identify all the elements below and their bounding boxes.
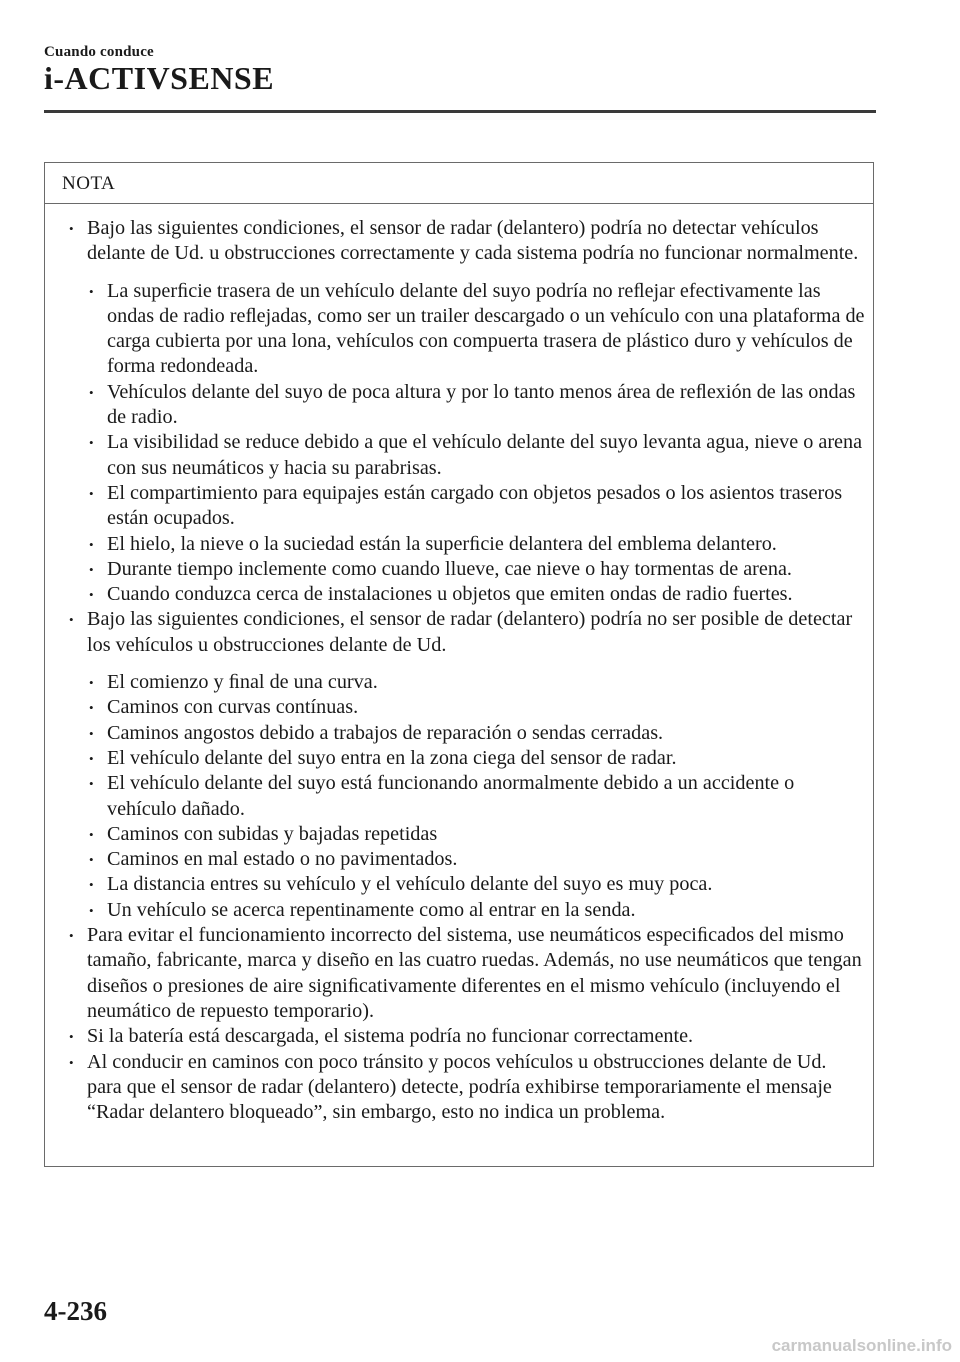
note-sublist [65, 279, 865, 608]
title-divider [44, 110, 876, 113]
note-subitem: • El compartimiento para equipajes están cargado con objetos pesados o los asientos traseros están ocupados. [65, 481, 865, 532]
note-bullet: • Para evitar el funcionamiento incorrecto del sistema, use neumáticos especiﬁcados del mismo tamaño, fabricante, marca y diseño en las cuatro ruedas. Además, no use neumáticos que tengan diseños o presiones de aire signiﬁcativamente diferentes en el mismo vehículo (incluyendo el neumático de repuesto temporario). [65, 923, 865, 1024]
note-subitem: • Caminos con curvas contínuas. [65, 695, 865, 720]
note-subitem: • Vehículos delante del suyo de poca altura y por lo tanto menos área de reﬂexión de las ondas de radio. [65, 380, 865, 431]
note-subitem: • Caminos con subidas y bajadas repetidas [65, 822, 865, 847]
note-subitem: • El vehículo delante del suyo entra en la zona ciega del sensor de radar. [65, 746, 865, 771]
note-box [44, 162, 874, 1167]
note-subitem: • El vehículo delante del suyo está funcionando anormalmente debido a un accidente o vehículo dañado. [65, 771, 865, 822]
section-label: Cuando conduce [44, 44, 154, 60]
note-bullet: • Bajo las siguientes condiciones, el sensor de radar (delantero) podría no ser posible de detectar los vehículos u obstrucciones delante de Ud. [65, 607, 865, 658]
note-subitem: • Caminos angostos debido a trabajos de reparación o sendas cerradas. [65, 721, 865, 746]
note-subitem: • Durante tiempo inclemente como cuando llueve, cae nieve o hay tormentas de arena. [65, 557, 865, 582]
page-number: 4-236 [44, 1296, 107, 1326]
note-subitem: • Caminos en mal estado o no pavimentados. [65, 847, 865, 872]
note-subitem: • La distancia entres su vehículo y el vehículo delante del suyo es muy poca. [65, 872, 865, 897]
note-body [45, 204, 873, 1125]
note-subitem: • La superﬁcie trasera de un vehículo delante del suyo podría no reﬂejar efectivamente las ondas de radio reﬂejadas, como ser un trailer descargado o un vehículo con una plataforma de carga cubierta por una lona, vehículos con compuerta trasera de plástico duro y vehículos de forma redondeada. [65, 279, 865, 380]
note-subitem: • Cuando conduzca cerca de instalaciones u objetos que emiten ondas de radio fuertes. [65, 582, 865, 607]
note-heading: NOTA [45, 163, 873, 204]
note-bullet: • Si la batería está descargada, el sistema podría no funcionar correctamente. [65, 1024, 865, 1049]
note-subitem: • La visibilidad se reduce debido a que el vehículo delante del suyo levanta agua, nieve o arena con sus neumáticos y hacia su parabrisas. [65, 430, 865, 481]
note-bullet: • Bajo las siguientes condiciones, el sensor de radar (delantero) podría no detectar vehículos delante de Ud. u obstrucciones correctamente y cada sistema podría no funcionar normalmente. [65, 216, 865, 267]
page-title: i-ACTIVSENSE [44, 60, 275, 96]
note-subitem: • Un vehículo se acerca repentinamente como al entrar en la senda. [65, 898, 865, 923]
note-bullet: • Al conducir en caminos con poco tránsito y pocos vehículos u obstrucciones delante de Ud. para que el sensor de radar (delantero) detecte, podría exhibirse temporariamente el mensaje “Radar delantero bloqueado”, sin embargo, esto no indica un problema. [65, 1050, 865, 1126]
watermark: carmanualsonline.info [771, 1336, 952, 1355]
note-sublist [65, 670, 865, 923]
note-subitem: • El comienzo y ﬁnal de una curva. [65, 670, 865, 695]
note-subitem: • El hielo, la nieve o la suciedad están la superﬁcie delantera del emblema delantero. [65, 532, 865, 557]
